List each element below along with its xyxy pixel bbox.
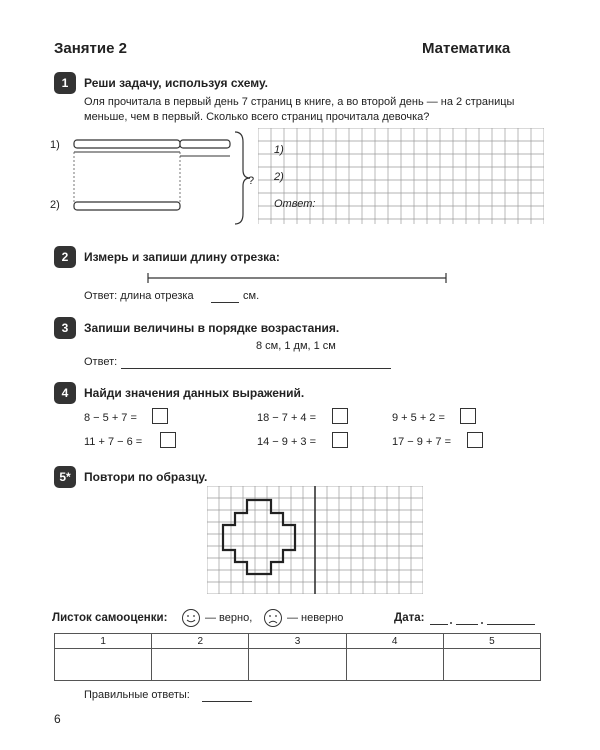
smile-face-icon: [181, 608, 201, 628]
wrong-text: — неверно: [287, 612, 344, 624]
rating-column-2: 2: [152, 634, 249, 649]
expression-5: 14 − 9 + 3 =: [257, 436, 317, 448]
task-3-values: 8 см, 1 дм, 1 см: [256, 340, 336, 352]
correct-answers-label: Правильные ответы:: [84, 689, 190, 701]
sad-face-icon: [263, 608, 283, 628]
task-1-scheme: [40, 126, 270, 230]
rating-table: [54, 633, 541, 681]
measure-segment: [146, 272, 450, 284]
task-2-title: Измерь и запиши длину отрезка:: [84, 250, 280, 264]
rating-column-3: 3: [249, 634, 346, 649]
expression-2: 18 − 7 + 4 =: [257, 412, 317, 424]
rating-cell-4[interactable]: [346, 649, 443, 681]
sample-cross-shape: [223, 500, 295, 574]
answer-box-5[interactable]: [332, 432, 348, 448]
page-number: 6: [54, 712, 61, 726]
lesson-title: Занятие 2: [54, 40, 127, 57]
pattern-grid[interactable]: [207, 486, 423, 594]
task-2-answer-prefix: Ответ: длина отрезка: [84, 290, 194, 302]
rating-cell-2[interactable]: [152, 649, 249, 681]
correct-answers-blank[interactable]: [202, 701, 252, 702]
answer-box-1[interactable]: [152, 408, 168, 424]
task-3-title: Запиши величины в порядке возрастания.: [84, 321, 340, 335]
date-separators: [448, 620, 488, 626]
self-assessment-label: Листок самооценки:: [52, 612, 168, 624]
correct-text: — верно,: [205, 612, 253, 624]
task-3-answer-line[interactable]: [121, 368, 391, 369]
scheme-question-mark: ?: [248, 175, 255, 187]
answer-box-6[interactable]: [467, 432, 483, 448]
task-4-badge: 4: [54, 382, 76, 404]
task-5-badge: 5*: [54, 466, 76, 488]
rating-cell-5[interactable]: [443, 649, 540, 681]
task-3-answer-label: Ответ:: [84, 356, 118, 368]
task-2-answer-unit: см.: [243, 290, 260, 302]
task-1-answer-grid[interactable]: [258, 128, 544, 228]
date-year-blank[interactable]: [487, 624, 535, 625]
task-1-text-line-1: Оля прочитала в первый день 7 страниц в книге, а во второй день — на 2 страницы: [84, 96, 515, 108]
expression-3: 9 + 5 + 2 =: [392, 412, 445, 424]
scheme-bar-2: [74, 202, 180, 210]
rating-column-5: 5: [443, 634, 540, 649]
task-4-title: Найди значения данных выражений.: [84, 386, 305, 400]
expression-1: 8 − 5 + 7 =: [84, 412, 137, 424]
scheme-label-1: 1): [50, 139, 60, 151]
task-2-badge: 2: [54, 246, 76, 268]
task-1-text-line-2: меньше, чем в первый. Сколько всего страниц прочитала девочка?: [84, 111, 430, 123]
expression-6: 17 − 9 + 7 =: [392, 436, 452, 448]
answer-box-3[interactable]: [460, 408, 476, 424]
grid-label-2: 2): [274, 171, 284, 183]
date-label: Дата:: [394, 612, 425, 624]
rating-column-4: 4: [346, 634, 443, 649]
rating-column-1: 1: [55, 634, 152, 649]
answer-box-2[interactable]: [332, 408, 348, 424]
scheme-bar-1-extra: [180, 140, 230, 148]
rating-cell-1[interactable]: [55, 649, 152, 681]
date-day-blank[interactable]: [430, 624, 448, 625]
grid-answer-label: Ответ:: [274, 198, 316, 210]
answer-box-4[interactable]: [160, 432, 176, 448]
task-2-answer-blank[interactable]: [211, 302, 239, 303]
scheme-bar-1: [74, 140, 180, 148]
scheme-label-2: 2): [50, 199, 60, 211]
task-5-title: Повтори по образцу.: [84, 470, 208, 484]
subject-title: Математика: [422, 40, 511, 57]
grid-label-1: 1): [274, 144, 284, 156]
task-1-badge: 1: [54, 72, 76, 94]
task-1-title: Реши задачу, используя схему.: [84, 76, 268, 90]
rating-cell-3[interactable]: [249, 649, 346, 681]
task-3-badge: 3: [54, 317, 76, 339]
expression-4: 11 + 7 − 6 =: [84, 436, 143, 448]
